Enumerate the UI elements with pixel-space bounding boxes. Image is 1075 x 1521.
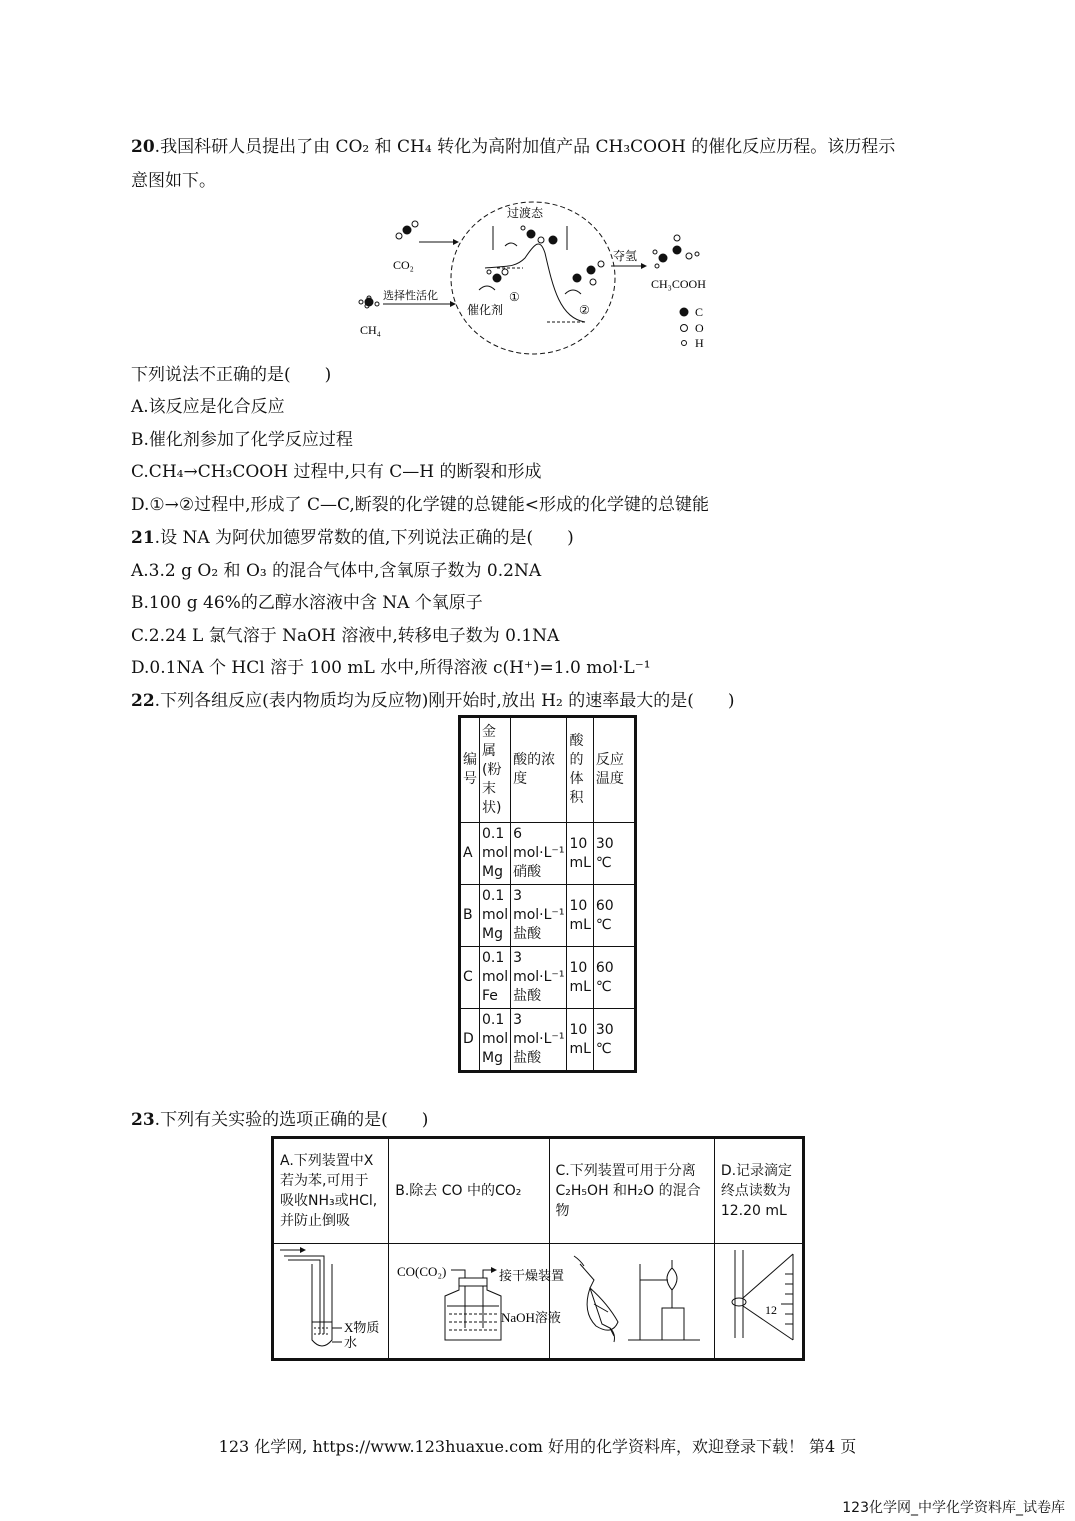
q23-fig-c [549, 1244, 714, 1360]
q23-cell-a: A.下列装置中X若为苯,可用于吸收NH₃或HCl,并防止倒吸 [273, 1138, 389, 1244]
legend-o: O [695, 321, 704, 335]
naoh-label: NaOH溶液 [501, 1310, 562, 1325]
q23-fig-b [389, 1244, 565, 1360]
q20-option-d: D.①→②过程中,形成了 C—C,断裂的化学键的总键能<形成的化学键的总键能 [131, 495, 710, 515]
q22-stem: 22.下列各组反应(表内物质均为反应物)刚开始时,放出 H₂ 的速率最大的是( ) [131, 691, 735, 711]
q21-option-d: D.0.1NA 个 HCl 溶于 100 mL 水中,所得溶液 c(H⁺)=1.0 mol·L⁻¹ [131, 658, 651, 678]
catalyst-label: 催化剂 [467, 303, 504, 317]
q22-table [458, 715, 637, 1073]
q22-header: 金属(粉末状) [480, 717, 511, 823]
step1-label: ① [509, 290, 520, 304]
legend-h: H [695, 336, 704, 350]
x-substance-label: X物质 [344, 1320, 380, 1335]
q23-table [271, 1136, 805, 1361]
transition-label: 过渡态 [507, 206, 544, 220]
corner-watermark: 123化学网_中学化学资料库_试卷库 [842, 1500, 1065, 1516]
q20-line1: 20.我国科研人员提出了由 CO₂ 和 CH₄ 转化为高附加值产品 CH₃COOH 的催化反应历程。该历程示 [131, 137, 896, 157]
q20-number: 20 [131, 137, 155, 157]
water-label: 水 [344, 1335, 358, 1350]
step2-label: ② [579, 303, 590, 317]
legend-c: C [695, 305, 704, 319]
q20-line2: 意图如下。 [131, 171, 216, 191]
q20-option-a: A.该反应是化合反应 [131, 397, 285, 417]
burette-mark: 12 [764, 1303, 777, 1317]
table-row: A 0.1 mol Mg 6 mol·L⁻¹硝酸 10 mL 30 ℃ [460, 823, 636, 885]
q21-option-b: B.100 g 46%的乙醇水溶液中含 NA 个氧原子 [131, 593, 483, 613]
q20-option-b: B.催化剂参加了化学反应过程 [131, 430, 353, 450]
q22-header: 酸的浓度 [511, 717, 567, 823]
page-footer: 123 化学网, https://www.123huaxue.com 好用的化学资料库，欢迎登录下载！ 第4 页 [218, 1437, 857, 1456]
table-row: C 0.1 mol Fe 3 mol·L⁻¹盐酸 10 mL 60 ℃ [460, 947, 636, 1009]
q23-stem: 23.下列有关实验的选项正确的是( ) [131, 1110, 429, 1130]
dehydro-label: 夺氢 [613, 249, 638, 263]
q21-stem: 21.设 NA 为阿伏加德罗常数的值,下列说法正确的是( ) [131, 528, 574, 548]
table-row: D 0.1 mol Mg 3 mol·L⁻¹盐酸 10 mL 30 ℃ [460, 1009, 636, 1072]
q20-option-c: C.CH₄→CH₃COOH 过程中,只有 C—H 的断裂和形成 [131, 462, 542, 482]
q22-header: 酸的体积 [567, 717, 593, 823]
q22-header: 反应温度 [593, 717, 635, 823]
q21-option-c: C.2.24 L 氯气溶于 NaOH 溶液中,转移电子数为 0.1NA [131, 626, 560, 646]
q20-diagram [355, 198, 735, 356]
q21-option-a: A.3.2 g O₂ 和 O₃ 的混合气体中,含氧原子数为 0.2NA [131, 561, 542, 581]
q23-fig-d [714, 1244, 803, 1360]
gas-label: CO(CO₂) [397, 1264, 447, 1279]
product-label: CH₃COOH [651, 277, 706, 291]
q23-cell-d: D.记录滴定终点读数为12.20 mL [714, 1138, 803, 1244]
table-row: B 0.1 mol Mg 3 mol·L⁻¹盐酸 10 mL 60 ℃ [460, 885, 636, 947]
activation-label: 选择性活化 [383, 290, 438, 302]
q23-cell-b: B.除去 CO 中的CO₂ [389, 1138, 549, 1244]
q23-cell-c: C.下列装置可用于分离 C₂H₅OH 和H₂O 的混合物 [549, 1138, 714, 1244]
co2-label: CO₂ [393, 258, 414, 272]
q22-header: 编号 [460, 717, 480, 823]
q23-fig-a [273, 1244, 389, 1360]
dry-device-label: 接干燥装置 [499, 1268, 565, 1283]
q20-stem: 下列说法不正确的是( ) [131, 365, 332, 385]
ch4-label: CH₄ [360, 323, 381, 337]
